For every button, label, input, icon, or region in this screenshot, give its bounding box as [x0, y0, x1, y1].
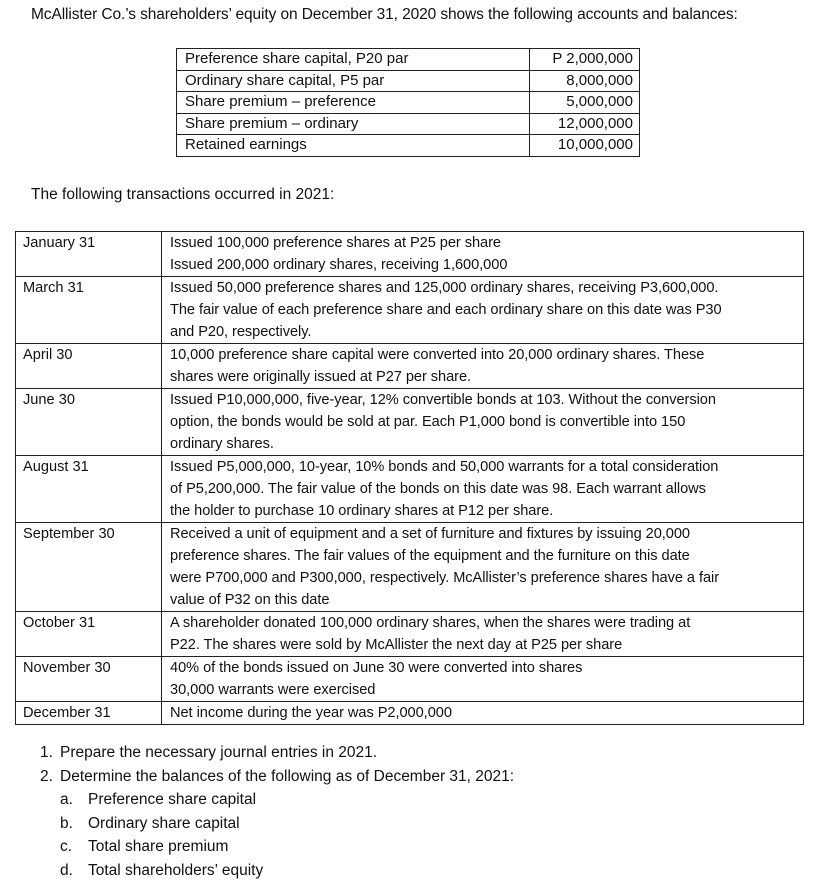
transactions-table	[15, 231, 804, 725]
question-item	[40, 741, 514, 765]
description-line: option, the bonds would be sold at par. Each P1,000 bond is convertible into 150	[170, 414, 686, 430]
description-line: value of P32 on this date	[170, 592, 330, 608]
transaction-description	[162, 344, 804, 389]
question-number: 1.	[40, 744, 53, 761]
sub-question-letter: d.	[60, 861, 73, 879]
table-row	[177, 92, 640, 114]
questions-list	[40, 741, 514, 882]
transaction-description	[162, 523, 804, 612]
transactions-intro: The following transactions occurred in 2021:	[31, 186, 335, 203]
transaction-description	[162, 232, 804, 277]
table-row	[16, 612, 804, 657]
table-row	[177, 135, 640, 157]
table-row	[16, 277, 804, 344]
transaction-description	[162, 456, 804, 523]
transaction-date: September 30	[16, 523, 162, 612]
transaction-date: August 31	[16, 456, 162, 523]
sub-question-text: Total share premium	[88, 838, 229, 855]
description-line: Issued 50,000 preference shares and 125,000 ordinary shares, receiving P3,600,000.	[170, 280, 719, 296]
account-amount: P 2,000,000	[530, 49, 640, 71]
description-line: were P700,000 and P300,000, respectively. McAllister’s preference shares have a fair	[170, 570, 720, 586]
account-name: Retained earnings	[177, 135, 530, 157]
description-line: A shareholder donated 100,000 ordinary shares, when the shares were trading at	[170, 615, 691, 631]
sub-question-text: Total shareholders’ equity	[88, 861, 264, 879]
sub-question-item	[40, 859, 514, 883]
equity-balances-table	[176, 48, 640, 157]
question-text: Determine the balances of the following as of December 31, 2021:	[60, 767, 515, 785]
transaction-date: January 31	[16, 232, 162, 277]
account-name: Preference share capital, P20 par	[177, 49, 530, 71]
description-line: Issued P5,000,000, 10-year, 10% bonds and 50,000 warrants for a total consideration	[170, 459, 719, 475]
sub-question-item	[40, 835, 514, 859]
account-amount: 5,000,000	[530, 92, 640, 114]
description-line: Issued 100,000 preference shares at P25 per share	[170, 235, 501, 251]
account-amount: 10,000,000	[530, 135, 640, 157]
description-line: preference shares. The fair values of the equipment and the furniture on this date	[170, 548, 690, 564]
sub-question-text: Preference share capital	[88, 791, 257, 808]
sub-question-letter: c.	[60, 838, 73, 855]
transaction-date: April 30	[16, 344, 162, 389]
question-number: 2.	[40, 767, 53, 785]
table-row	[16, 523, 804, 612]
transaction-description	[162, 277, 804, 344]
account-name: Ordinary share capital, P5 par	[177, 70, 530, 92]
transaction-description	[162, 612, 804, 657]
table-row	[16, 389, 804, 456]
description-line: Received a unit of equipment and a set of furniture and fixtures by issuing 20,000	[170, 526, 690, 542]
transaction-description	[162, 657, 804, 702]
account-name: Share premium – ordinary	[177, 113, 530, 135]
description-line: the holder to purchase 10 ordinary shares at P12 per share.	[170, 503, 554, 519]
description-line: ordinary shares.	[170, 436, 274, 452]
description-line: and P20, respectively.	[170, 324, 312, 340]
sub-question-letter: a.	[60, 791, 73, 808]
problem-title: McAllister Co.’s shareholders’ equity on December 31, 2020 shows the following accounts and balances:	[31, 6, 738, 23]
sub-question-letter: b.	[60, 814, 73, 832]
description-line: P22. The shares were sold by McAllister the next day at P25 per share	[170, 637, 623, 653]
description-line: The fair value of each preference share and each ordinary share on this date was P30	[170, 302, 722, 318]
table-row	[177, 49, 640, 71]
sub-question-item	[40, 788, 514, 812]
description-line: Issued 200,000 ordinary shares, receiving 1,600,000	[170, 257, 508, 273]
table-row	[16, 344, 804, 389]
description-line: 10,000 preference share capital were converted into 20,000 ordinary shares. These	[170, 347, 705, 363]
table-row	[16, 657, 804, 702]
table-row	[16, 232, 804, 277]
transaction-date: March 31	[16, 277, 162, 344]
account-name: Share premium – preference	[177, 92, 530, 114]
transaction-description	[162, 389, 804, 456]
question-text: Prepare the necessary journal entries in 2021.	[60, 744, 378, 761]
sub-question-item	[40, 812, 514, 836]
description-line: 30,000 warrants were exercised	[170, 682, 376, 698]
transaction-date: June 30	[16, 389, 162, 456]
description-line: shares were originally issued at P27 per share.	[170, 369, 472, 385]
sub-question-text: Ordinary share capital	[88, 814, 240, 832]
transaction-date: October 31	[16, 612, 162, 657]
question-item	[40, 765, 514, 789]
description-line: Net income during the year was P2,000,000	[170, 705, 452, 721]
table-row	[177, 70, 640, 92]
table-row	[177, 113, 640, 135]
transaction-date: December 31	[16, 702, 162, 725]
transaction-date: November 30	[16, 657, 162, 702]
description-line: Issued P10,000,000, five-year, 12% convertible bonds at 103. Without the conversion	[170, 392, 716, 408]
description-line: 40% of the bonds issued on June 30 were converted into shares	[170, 660, 583, 676]
account-amount: 8,000,000	[530, 70, 640, 92]
description-line: of P5,200,000. The fair value of the bonds on this date was 98. Each warrant allows	[170, 481, 706, 497]
transaction-description	[162, 702, 804, 725]
table-row	[16, 702, 804, 725]
table-row	[16, 456, 804, 523]
account-amount: 12,000,000	[530, 113, 640, 135]
